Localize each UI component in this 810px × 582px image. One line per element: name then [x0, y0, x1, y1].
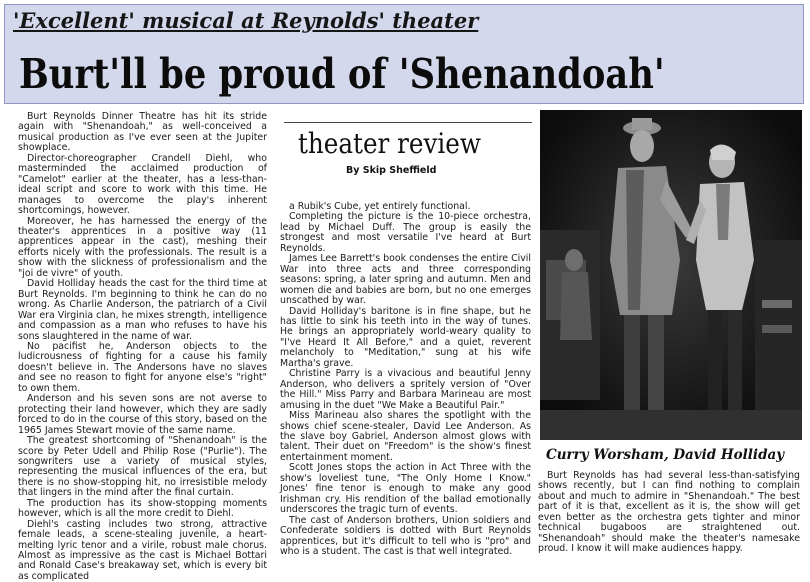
kicker-headline: 'Excellent' musical at Reynolds' theater [13, 8, 479, 33]
stage-scene-image [540, 110, 802, 440]
article-column-2 [280, 202, 531, 557]
article-paragraph: The greatest shortcoming of "Shenandoah" is the score by Peter Udell and Philip Rose ("Purlie"). The songwriters use a variety of musical styles, representing the musical influences of the era, but there is no show-stopping hit, no irresistible melody that lingers in the mind after the final curtain. [18, 435, 267, 499]
article-column-1 [18, 112, 267, 582]
article-paragraph: James Lee Barrett's book condenses the entire Civil War into three acts and three corresponding seasons: spring, a later spring and autumn. Men and women die and babies are born, but no one emerges unscathed by war. [280, 253, 531, 307]
photo-caption: Curry Worsham, David Holliday [546, 447, 785, 463]
article-column-3 [538, 471, 800, 555]
headline-band [4, 4, 804, 104]
article-paragraph: David Holliday's baritone is in fine shape, but he has little to sink his teeth into in the way of tunes. He brings an appropriately world-weary quality to "I've Heard It All Before," and a quiet, reverent melancholy to "Meditation," sung at his wife Martha's grave. [280, 305, 531, 369]
article-paragraph: Moreover, he has harnessed the energy of the theater's apprentices in a positive way (11 apprentices appear in the cast), meshing their efforts nicely with the professionals. The result is a show with the slickness of professionalism and the "joi de vivre" of youth. [18, 215, 267, 279]
section-header [284, 122, 532, 188]
performance-photo [540, 110, 802, 440]
article-paragraph: Anderson and his seven sons are not averse to protecting their land however, which they are sadly forced to do in the course of this story, based on the 1965 James Stewart movie of the same name. [18, 393, 267, 436]
article-paragraph: Director-choreographer Crandell Diehl, who masterminded the acclaimed production of "Camelot" earlier at the theater, has a less-than-ideal script and score to work with this time. He manages to overcome the play's inherent shortcomings, however. [18, 152, 267, 217]
article-paragraph: Burt Reynolds Dinner Theatre has hit its stride again with "Shenandoah," as well-conceived a musical production as I've ever seen at the Jupiter showplace. [18, 111, 267, 154]
article-paragraph: David Holliday heads the cast for the third time at Burt Reynolds. I'm beginning to think he can do no wrong. As Charlie Anderson, the patriarch of a Civil War era Virginia clan, he mixes strength, intelligence and compassion as a man who refuses to have his sons slaughtered in the name of war. [18, 278, 267, 342]
article-paragraph: No pacifist he, Anderson objects to the ludicrousness of fighting for a cause his family doesn't believe in. The Andersons have no slaves and see no reason to fight for anyone else's "right" to own them. [18, 340, 267, 394]
article-paragraph: a Rubik's Cube, yet entirely functional. [289, 201, 471, 212]
article-paragraph: Completing the picture is the 10-piece orchestra, lead by Michael Duff. The group is easily the strongest and most versatile I've heard at Burt Reynolds. [280, 211, 531, 254]
main-headline: Burt'll be proud of 'Shenandoah' [19, 50, 665, 98]
article-paragraph: The cast of Anderson brothers, Union soldiers and Confederate soldiers is dotted with Burt Reynolds apprentices, but it's difficult to tell who is "pro" and who is a student. The cast is that well integrated. [280, 514, 531, 557]
section-title: theater review [298, 127, 481, 160]
article-paragraph: Burt Reynolds has had several less-than-satisfying shows recently, but I can find nothing to complain about and much to admire in "Shenandoah." The best part of it is that, excellent as it is, the show will get even better as the orchestra gets tighter and minor technical bugaboos are straightened out. "Shenandoah" should make the theater's namesake proud. I know it will make audiences happy. [538, 470, 800, 555]
article-paragraph: Miss Marineau also shares the spotlight with the shows chief scene-stealer, David Lee Anderson. As the slave boy Gabriel, Anderson almost glows with talent. Their duet on "Freedom" is the show's finest entertainment moment. [280, 410, 531, 463]
article-paragraph: Christine Parry is a vivacious and beautiful Jenny Anderson, who delivers a spritely version of "Over the Hill." Miss Parry and Barbara Marineau are most amusing in the duet "We Make a Beautiful Pair." [280, 368, 531, 411]
article-paragraph: Scott Jones stops the action in Act Three with the show's loveliest tune, "The Only Home I Know." Jones' fine tenor is enough to make any good Irishman cry. His rendition of the ballad emotionally underscores the tragic turn of events. [280, 462, 531, 516]
article-paragraph: The production has its show-stopping moments however, which is all the more credit to Diehl. [18, 497, 267, 520]
byline: By Skip Sheffield [346, 165, 437, 176]
article-paragraph: Diehl's casting includes two strong, attractive female leads, a scene-stealing juvenile, a heart-melting lyric tenor and a virile, robust male chorus. Almost as impressive as the cast is Michael Bottari and Ronald Case's breakaway set, which is every bit as complicated [18, 518, 267, 582]
